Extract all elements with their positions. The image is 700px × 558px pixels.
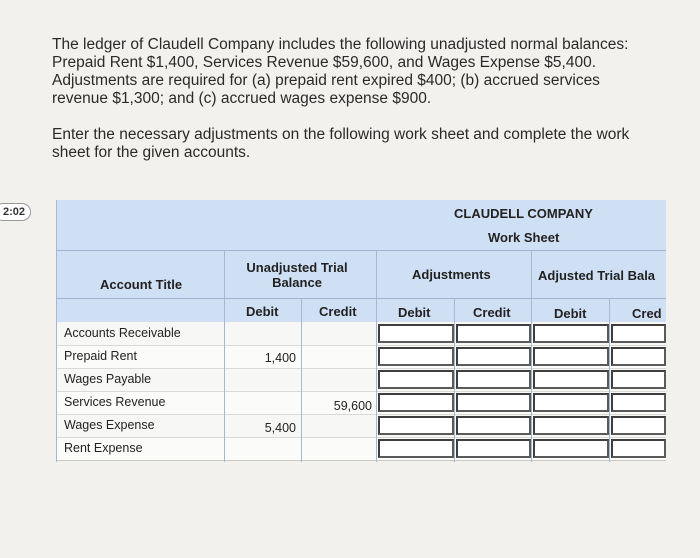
sheet-title: Work Sheet bbox=[488, 230, 560, 245]
column-header-unadjusted-trial-balance: Unadjusted Trial Balance bbox=[246, 260, 348, 290]
timer-badge: 2:02 bbox=[0, 203, 31, 221]
adjustment-debit-input[interactable] bbox=[378, 439, 454, 458]
adjustment-debit-input[interactable] bbox=[378, 347, 454, 366]
account-title: Wages Payable bbox=[64, 372, 152, 386]
adjusted-credit-input[interactable] bbox=[611, 439, 666, 458]
adjusted-credit-input[interactable] bbox=[611, 370, 666, 389]
divider bbox=[56, 200, 57, 462]
adjusted-debit-input[interactable] bbox=[533, 439, 609, 458]
adjustment-debit-input[interactable] bbox=[378, 416, 454, 435]
divider bbox=[56, 298, 666, 299]
adjustment-credit-input[interactable] bbox=[456, 370, 531, 389]
adjusted-credit-input[interactable] bbox=[611, 347, 666, 366]
unadjusted-credit-value: 59,600 bbox=[333, 399, 372, 413]
problem-paragraph-2: Enter the necessary adjustments on the following work sheet and complete the work sheet for the given accounts. bbox=[52, 126, 630, 161]
column-header-adjusted-trial-balance: Adjusted Trial Bala bbox=[538, 268, 656, 283]
adjusted-debit-input[interactable] bbox=[533, 393, 609, 412]
column-header-debit: Debit bbox=[398, 305, 431, 320]
adjustment-debit-input[interactable] bbox=[378, 370, 454, 389]
account-title: Rent Expense bbox=[64, 441, 143, 455]
adjustment-credit-input[interactable] bbox=[456, 416, 531, 435]
unadjusted-debit-value: 5,400 bbox=[264, 421, 296, 435]
divider bbox=[376, 250, 377, 462]
divider bbox=[56, 250, 666, 251]
problem-statement bbox=[52, 36, 652, 162]
divider bbox=[224, 250, 225, 462]
column-header-credit: Cred bbox=[632, 306, 662, 321]
adjusted-credit-input[interactable] bbox=[611, 393, 666, 412]
divider bbox=[56, 460, 666, 461]
divider bbox=[454, 298, 455, 462]
column-header-debit: Debit bbox=[246, 304, 279, 319]
problem-paragraph-1: The ledger of Claudell Company includes the following unadjusted normal balances: Prepaid Rent $1,400, Services Revenue $59,600, and Wages Expense $5,400. Adjustments are required for (a) prepaid rent expired $400; (b) accrued services revenue $1,300; and (c) accrued wages expense $900. bbox=[52, 36, 629, 107]
divider bbox=[56, 345, 666, 346]
account-title: Wages Expense bbox=[64, 418, 155, 432]
adjusted-debit-input[interactable] bbox=[533, 416, 609, 435]
column-header-credit: Credit bbox=[319, 304, 357, 319]
adjustment-credit-input[interactable] bbox=[456, 347, 531, 366]
divider bbox=[531, 250, 532, 462]
divider bbox=[301, 298, 302, 462]
divider bbox=[56, 368, 666, 369]
column-header-account-title: Account Title bbox=[100, 277, 183, 292]
company-name: CLAUDELL COMPANY bbox=[454, 206, 593, 221]
adjustment-credit-input[interactable] bbox=[456, 393, 531, 412]
adjusted-credit-input[interactable] bbox=[611, 324, 666, 343]
adjustment-credit-input[interactable] bbox=[456, 324, 531, 343]
divider bbox=[609, 298, 610, 462]
account-title: Prepaid Rent bbox=[64, 349, 137, 363]
adjusted-debit-input[interactable] bbox=[533, 370, 609, 389]
unadjusted-debit-value: 1,400 bbox=[264, 351, 296, 365]
column-header-debit: Debit bbox=[554, 306, 587, 321]
work-sheet-table bbox=[56, 200, 666, 470]
divider bbox=[56, 437, 666, 438]
adjusted-debit-input[interactable] bbox=[533, 324, 609, 343]
column-header-adjustments: Adjustments bbox=[412, 267, 491, 282]
adjustment-debit-input[interactable] bbox=[378, 324, 454, 343]
adjusted-credit-input[interactable] bbox=[611, 416, 666, 435]
adjustment-credit-input[interactable] bbox=[456, 439, 531, 458]
account-title: Services Revenue bbox=[64, 395, 166, 409]
adjusted-debit-input[interactable] bbox=[533, 347, 609, 366]
divider bbox=[56, 391, 666, 392]
divider bbox=[56, 414, 666, 415]
adjustment-debit-input[interactable] bbox=[378, 393, 454, 412]
account-title: Accounts Receivable bbox=[64, 326, 181, 340]
column-header-credit: Credit bbox=[473, 305, 511, 320]
